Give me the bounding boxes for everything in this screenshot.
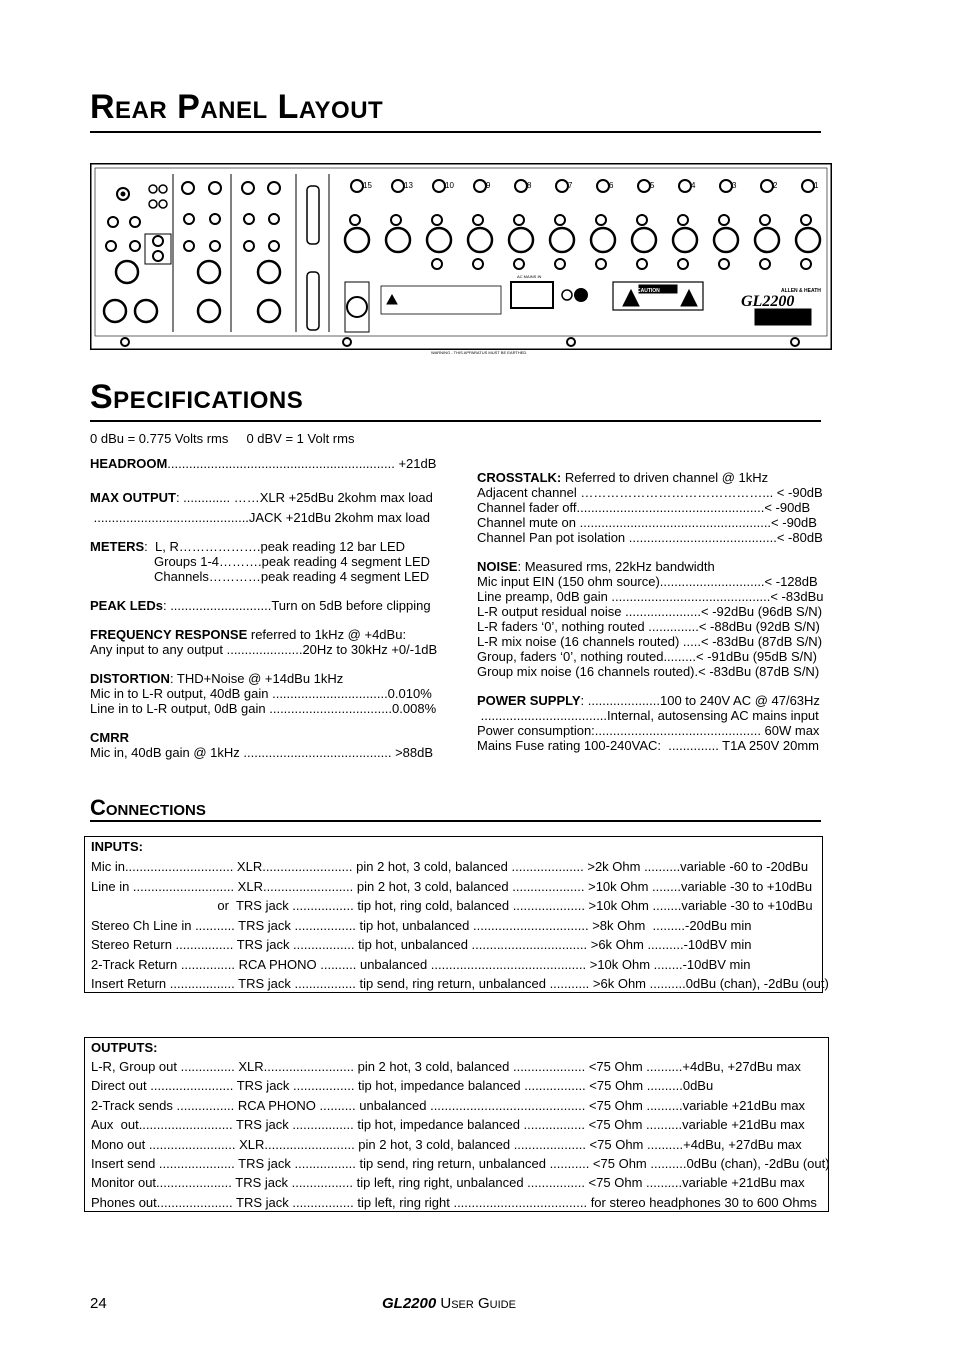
- spec-text: L-R faders ‘0’, nothing routed ..............< -88dBu (92dB S/N): [477, 619, 820, 634]
- spec-line: [477, 649, 817, 664]
- spec-line: [477, 574, 818, 589]
- spec-text: Line in to L-R output, 0dB gain ..................................0.008%: [90, 701, 437, 716]
- spec-label: MAX OUTPUT: [90, 490, 176, 505]
- brand-logo: GL2200: [741, 293, 795, 310]
- spec-line: [477, 664, 819, 679]
- spec-text: : Measured rms, 22kHz bandwidth: [517, 559, 715, 574]
- spec-line: [90, 686, 432, 701]
- heading-rule: [90, 131, 821, 133]
- spec-text: L-R output residual noise .....................< -92dBu (96dB S/N): [477, 604, 823, 619]
- spec-line: [154, 554, 430, 569]
- spec-label: CROSSTALK:: [477, 470, 562, 485]
- spec-line: [477, 708, 819, 723]
- spec-line: [90, 627, 406, 642]
- spec-line: [90, 539, 405, 554]
- spec-text: Group mix noise (16 channels routed).< -83dBu (87dB S/N): [477, 664, 820, 679]
- rear-panel-heading: Rear Panel Layout: [90, 88, 384, 126]
- spec-line: [90, 431, 354, 446]
- channel-number: 13: [404, 181, 413, 190]
- spec-text: referred to 1kHz @ +4dBu:: [247, 627, 407, 642]
- outputs-table: [84, 1037, 829, 1212]
- outputs-title: OUTPUTS:: [91, 1040, 158, 1055]
- inputs-table: [84, 836, 829, 993]
- spec-text: : ....................100 to 240V AC @ 47/63Hz: [580, 693, 820, 708]
- table-row: Insert send ..................... TRS jack ................. tip send, ring return, unbalanced ........... <75 Ohm ..........0dBu (chan), -2dBu (out): [91, 1156, 830, 1171]
- spec-text: : L, R……………….peak reading 12 bar LED: [144, 539, 406, 554]
- spec-text: Channel Pan pot isolation .........................................< -80dB: [477, 530, 823, 545]
- specifications-heading: Specifications: [90, 378, 304, 416]
- spec-line: [90, 456, 436, 471]
- spec-text: Group, faders ‘0’, nothing routed.........< -91dBu (95dB S/N): [477, 649, 817, 664]
- spec-line: [90, 642, 437, 657]
- spec-line: [477, 485, 823, 500]
- connections-heading: Connections: [90, 795, 206, 820]
- table-row: 2-Track sends ................ RCA PHONO .......... unbalanced ........................................... <75 Ohm ..........variable +21dBu max: [91, 1097, 806, 1113]
- ac-label: AC MAINS IN: [517, 274, 542, 279]
- spec-text: L-R mix noise (16 channels routed) .....< -83dBu (87dB S/N): [477, 634, 823, 649]
- page-number: 24: [90, 1295, 107, 1312]
- spec-text: 0 dBu = 0.775 Volts rms 0 dBV = 1 Volt rms: [90, 431, 355, 446]
- table-row: Monitor out..................... TRS jack ................. tip left, ring right, unbalanced ................ <75 Ohm ..........variable +21dBu max: [91, 1175, 805, 1191]
- spec-text: : ............. ……XLR +25dBu 2kohm max load: [175, 490, 433, 505]
- table-row: Insert Return .................. TRS jack ................. tip send, ring return, unbalanced ........... >6k Ohm ..........0dBu (chan), -2dBu (out): [91, 976, 829, 991]
- spec-line: [477, 470, 768, 485]
- spec-line: [477, 515, 817, 530]
- spec-line: [477, 500, 810, 515]
- spec-line: [90, 671, 343, 686]
- spec-text: Adjacent channel ……………………………………... < -90dB: [477, 485, 823, 500]
- spec-label: HEADROOM: [90, 456, 168, 471]
- spec-line: [477, 738, 819, 753]
- table-row: L-R, Group out ............... XLR......................... pin 2 hot, 3 cold, balanced .................... <75 Ohm ..........+4dBu, +27dBu max: [91, 1059, 801, 1074]
- table-row: 2-Track Return ............... RCA PHONO .......... unbalanced ........................................... >10k Ohm ........-10dBV min: [91, 956, 751, 972]
- table-row: Stereo Ch Line in ........... TRS jack ................. tip hot, unbalanced ................................ >8k Ohm .........-20dBu min: [91, 917, 752, 933]
- table-row: Line in ............................ XLR......................... pin 2 hot, 3 cold, balanced .................... >10k Ohm ........variable -30 to +10dBu: [91, 878, 813, 894]
- channel-number: 9: [486, 181, 491, 190]
- channel-number: 1: [814, 181, 819, 190]
- table-row: Stereo Return ................ TRS jack ................. tip hot, unbalanced ................................ >6k Ohm ..........-10dBV min: [91, 937, 752, 952]
- heading-rule: [90, 420, 821, 422]
- channel-number: 10: [445, 181, 454, 190]
- spec-line: [477, 530, 823, 545]
- spec-line: [154, 569, 429, 584]
- spec-label: METERS: [90, 539, 145, 554]
- spec-label: NOISE: [477, 559, 518, 574]
- spec-line: [90, 510, 430, 525]
- rear-panel-diagram: [90, 163, 832, 355]
- spec-text: ...................................Internal, autosensing AC mains input: [477, 708, 819, 723]
- product-name: GL2200: [382, 1295, 437, 1312]
- spec-line: [477, 693, 820, 708]
- spec-line: [477, 634, 822, 649]
- channel-number: 7: [568, 181, 573, 190]
- earth-warning: WARNING - THIS APPARATUS MUST BE EARTHED.: [431, 350, 528, 355]
- spec-text: Mic in to L-R output, 40dB gain ................................0.010%: [90, 686, 432, 701]
- spec-line: [90, 730, 129, 745]
- channel-number: 5: [650, 181, 655, 190]
- spec-label: DISTORTION: [90, 671, 170, 686]
- channel-number: 3: [732, 181, 737, 190]
- heading-rule: [90, 820, 821, 822]
- spec-label: CMRR: [90, 730, 129, 745]
- guide-label: User Guide: [440, 1295, 516, 1312]
- spec-label: PEAK LEDs: [90, 598, 163, 613]
- table-row: Phones out..................... TRS jack ................. tip left, ring right ..................................... for stereo headphones 30 to 600 Ohms: [91, 1194, 817, 1210]
- spec-text: Any input to any output .....................20Hz to 30kHz +0/-1dB: [90, 642, 438, 657]
- spec-text: : THD+Noise @ +14dBu 1kHz: [169, 671, 344, 686]
- spec-text: Channel fader off....................................................< -90dB: [477, 500, 811, 515]
- spec-text: Power consumption:.............................................. 60W max: [477, 723, 820, 738]
- spec-line: [477, 559, 715, 574]
- table-row: Mono out ........................ XLR......................... pin 2 hot, 3 cold, balanced .................... <75 Ohm ..........+4dBu, +27dBu max: [91, 1136, 802, 1152]
- spec-text: Mic in, 40dB gain @ 1kHz ......................................... >88dB: [90, 745, 434, 760]
- rear-panel-drawing: [91, 164, 831, 355]
- spec-line: [477, 619, 820, 634]
- inputs-title: INPUTS:: [91, 839, 143, 854]
- spec-line: [90, 701, 436, 716]
- channel-number: 15: [363, 181, 372, 190]
- table-row: or TRS jack ................. tip hot, ring cold, balanced .................... >10k Ohm ........variable -30 to +10dBu: [91, 898, 813, 913]
- spec-line: [90, 598, 431, 613]
- channel-number: 8: [527, 181, 532, 190]
- footer-title: [382, 1295, 516, 1312]
- spec-text: Referred to driven channel @ 1kHz: [561, 470, 769, 485]
- spec-text: Groups 1-4……….peak reading 4 segment LED: [154, 554, 431, 569]
- spec-text: Mic input EIN (150 ohm source).............................< -128dB: [477, 574, 818, 589]
- spec-text: : ............................Turn on 5dB before clipping: [162, 598, 431, 613]
- channel-number: 2: [773, 181, 778, 190]
- channel-number: 4: [691, 181, 696, 190]
- spec-label: POWER SUPPLY: [477, 693, 581, 708]
- maker-logo: ALLEN & HEATH: [781, 288, 821, 294]
- spec-text: Mains Fuse rating 100-240VAC: .............. T1A 250V 20mm: [477, 738, 820, 753]
- spec-text: Channels…………peak reading 4 segment LED: [154, 569, 430, 584]
- spec-label: FREQUENCY RESPONSE: [90, 627, 248, 642]
- spec-text: ...........................................JACK +21dBu 2kohm max load: [90, 510, 430, 525]
- caution-label: CAUTION: [637, 288, 660, 294]
- spec-line: [477, 604, 822, 619]
- spec-line: [90, 490, 433, 505]
- spec-text: ............................................................... +21dB: [167, 456, 437, 471]
- spec-text: Line preamp, 0dB gain ............................................< -83dBu: [477, 589, 824, 604]
- spec-text: Channel mute on .....................................................< -90dB: [477, 515, 817, 530]
- table-row: Mic in.............................. XLR......................... pin 2 hot, 3 cold, balanced .................... >2k Ohm ..........variable -60 to -20dBu: [91, 859, 809, 874]
- table-row: Direct out ....................... TRS jack ................. tip hot, impedance balanced ................. <75 Ohm ..........0dBu: [91, 1078, 714, 1094]
- spec-line: [477, 723, 819, 738]
- spec-line: [477, 589, 823, 604]
- table-row: Aux out.......................... TRS jack ................. tip hot, impedance balanced ................. <75 Ohm ..........variable +21dBu max: [91, 1117, 805, 1133]
- spec-line: [90, 745, 433, 760]
- channel-number: 6: [609, 181, 614, 190]
